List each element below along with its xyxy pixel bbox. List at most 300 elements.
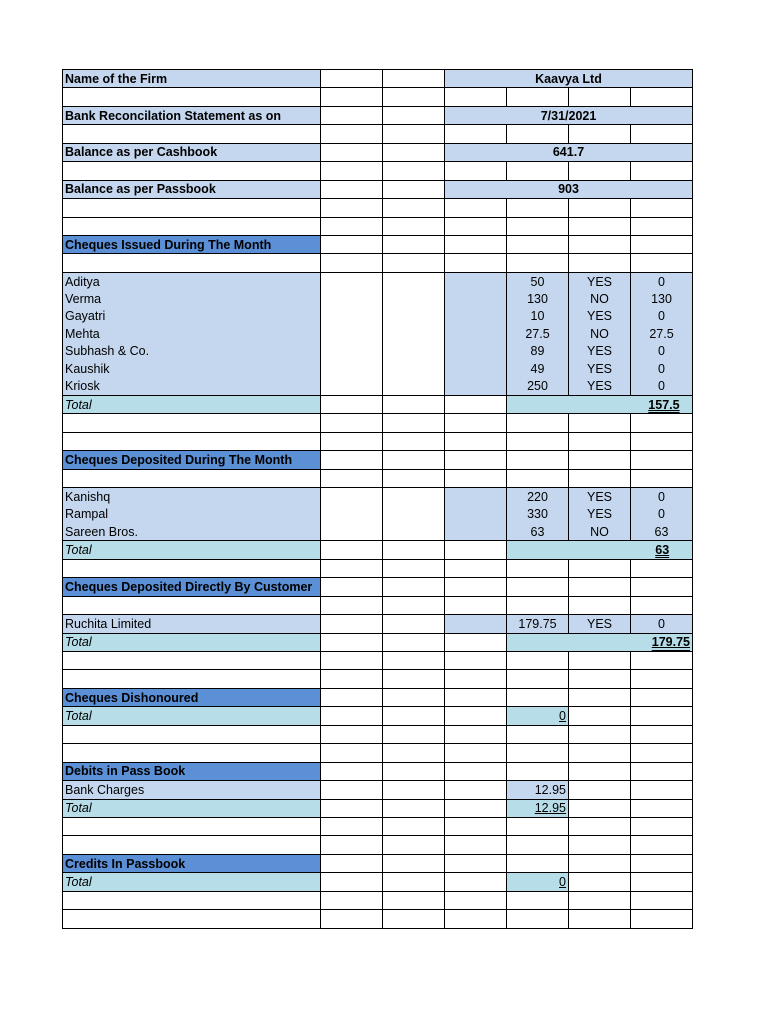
sheet-cell[interactable] xyxy=(445,254,507,272)
sheet-cell[interactable] xyxy=(321,308,383,325)
debits-amount[interactable]: 12.95 xyxy=(507,781,569,799)
sheet-cell[interactable] xyxy=(507,836,569,854)
sheet-cell[interactable] xyxy=(445,652,507,670)
sheet-cell[interactable] xyxy=(631,469,693,487)
sheet-cell[interactable] xyxy=(507,652,569,670)
sheet-cell[interactable] xyxy=(445,854,507,872)
sheet-cell[interactable] xyxy=(445,308,507,325)
direct-status[interactable]: YES xyxy=(569,615,631,633)
sheet-cell[interactable] xyxy=(507,891,569,909)
sheet-cell[interactable] xyxy=(445,762,507,780)
sheet-cell[interactable] xyxy=(321,325,383,342)
sheet-cell[interactable] xyxy=(507,541,693,559)
credits-title: Credits In Passbook xyxy=(63,854,321,872)
sheet-cell[interactable] xyxy=(321,180,383,198)
sheet-cell[interactable] xyxy=(63,162,321,180)
sheet-cell[interactable] xyxy=(569,891,631,909)
sheet-cell[interactable] xyxy=(507,217,569,235)
sheet-cell[interactable] xyxy=(383,106,445,124)
sheet-cell[interactable] xyxy=(321,199,383,217)
sheet-cell[interactable] xyxy=(445,451,507,469)
sheet-cell[interactable] xyxy=(569,125,631,143)
cashbook-value[interactable]: 641.7 xyxy=(445,143,693,161)
sheet-cell[interactable] xyxy=(569,217,631,235)
sheet-cell[interactable] xyxy=(445,707,507,725)
sheet-cell[interactable] xyxy=(321,873,383,891)
sheet-cell[interactable] xyxy=(445,290,507,307)
sheet-cell[interactable] xyxy=(321,725,383,743)
deposited-amount[interactable]: 220 xyxy=(507,488,569,506)
sheet-cell[interactable] xyxy=(631,414,693,432)
sheet-cell[interactable] xyxy=(383,432,445,450)
sheet-cell[interactable] xyxy=(383,541,445,559)
sheet-cell[interactable] xyxy=(383,469,445,487)
sheet-cell[interactable] xyxy=(507,162,569,180)
sheet-cell[interactable] xyxy=(63,559,321,577)
sheet-cell[interactable] xyxy=(445,469,507,487)
debits-total[interactable]: 12.95 xyxy=(534,801,566,816)
sheet-cell[interactable] xyxy=(569,854,631,872)
sheet-cell[interactable] xyxy=(569,725,631,743)
sheet-cell[interactable] xyxy=(383,272,445,290)
sheet-cell[interactable] xyxy=(383,488,445,506)
sheet-cell[interactable] xyxy=(445,414,507,432)
statement-date[interactable]: 7/31/2021 xyxy=(445,106,693,124)
empty-row xyxy=(63,414,693,432)
sheet-cell[interactable] xyxy=(631,891,693,909)
sheet-cell[interactable] xyxy=(321,817,383,835)
sheet-cell[interactable] xyxy=(569,652,631,670)
sheet-cell[interactable] xyxy=(63,199,321,217)
sheet-cell[interactable] xyxy=(383,180,445,198)
sheet-cell[interactable] xyxy=(63,725,321,743)
sheet-cell[interactable] xyxy=(63,469,321,487)
sheet-cell[interactable] xyxy=(383,360,445,377)
table-row xyxy=(63,488,693,506)
sheet-cell[interactable] xyxy=(631,670,693,688)
sheet-cell[interactable] xyxy=(445,633,507,651)
sheet-cell[interactable] xyxy=(507,254,569,272)
sheet-cell[interactable] xyxy=(569,762,631,780)
sheet-cell[interactable] xyxy=(631,854,693,872)
sheet-cell[interactable] xyxy=(507,125,569,143)
deposited-status[interactable]: YES xyxy=(569,488,631,506)
sheet-cell[interactable] xyxy=(445,377,507,395)
sheet-cell[interactable] xyxy=(63,88,321,106)
sheet-cell[interactable] xyxy=(445,199,507,217)
sheet-cell[interactable] xyxy=(321,88,383,106)
sheet-cell[interactable] xyxy=(63,414,321,432)
sheet-cell[interactable] xyxy=(321,670,383,688)
direct-value[interactable]: 0 xyxy=(631,615,693,633)
issued-status[interactable]: YES xyxy=(569,343,631,360)
sheet-cell[interactable] xyxy=(631,559,693,577)
sheet-cell[interactable] xyxy=(383,559,445,577)
sheet-cell[interactable] xyxy=(321,469,383,487)
sheet-cell[interactable] xyxy=(445,578,507,596)
sheet-cell[interactable] xyxy=(507,873,569,891)
sheet-cell[interactable] xyxy=(383,707,445,725)
sheet-cell[interactable] xyxy=(383,744,445,762)
sheet-cell[interactable] xyxy=(383,817,445,835)
sheet-cell[interactable] xyxy=(321,652,383,670)
sheet-cell[interactable] xyxy=(569,707,631,725)
sheet-cell[interactable] xyxy=(507,670,569,688)
sheet-cell[interactable] xyxy=(321,217,383,235)
sheet-cell[interactable] xyxy=(569,235,631,253)
sheet-cell[interactable] xyxy=(383,652,445,670)
sheet-cell[interactable] xyxy=(569,873,631,891)
sheet-cell[interactable] xyxy=(383,725,445,743)
sheet-cell[interactable] xyxy=(445,670,507,688)
sheet-cell[interactable] xyxy=(321,910,383,928)
sheet-cell[interactable] xyxy=(569,559,631,577)
sheet-cell[interactable] xyxy=(569,817,631,835)
sheet-cell[interactable] xyxy=(445,781,507,799)
sheet-cell[interactable] xyxy=(383,308,445,325)
sheet-cell[interactable] xyxy=(445,432,507,450)
sheet-cell[interactable] xyxy=(321,541,383,559)
sheet-cell[interactable] xyxy=(445,910,507,928)
sheet-cell[interactable] xyxy=(445,395,507,413)
sheet-cell[interactable] xyxy=(383,891,445,909)
sheet-cell[interactable] xyxy=(631,217,693,235)
sheet-cell[interactable] xyxy=(383,88,445,106)
sheet-cell[interactable] xyxy=(631,432,693,450)
sheet-cell[interactable] xyxy=(631,817,693,835)
empty-row xyxy=(63,744,693,762)
sheet-cell[interactable] xyxy=(507,235,569,253)
issued-value[interactable]: 0 xyxy=(631,272,693,290)
table-row xyxy=(63,290,693,307)
dishonoured-total[interactable]: 0 xyxy=(559,709,566,724)
sheet-cell[interactable] xyxy=(569,836,631,854)
sheet-cell[interactable] xyxy=(445,343,507,360)
sheet-cell[interactable] xyxy=(631,199,693,217)
sheet-cell[interactable] xyxy=(507,817,569,835)
sheet-cell[interactable] xyxy=(383,395,445,413)
sheet-cell[interactable] xyxy=(383,290,445,307)
sheet-cell[interactable] xyxy=(383,414,445,432)
sheet-cell[interactable] xyxy=(569,688,631,706)
issued-amount[interactable]: 27.5 xyxy=(507,325,569,342)
issued-status[interactable]: NO xyxy=(569,325,631,342)
sheet-cell[interactable] xyxy=(63,670,321,688)
sheet-cell[interactable] xyxy=(507,88,569,106)
sheet-cell[interactable] xyxy=(383,162,445,180)
deposited-value[interactable]: 0 xyxy=(631,488,693,506)
sheet-cell[interactable] xyxy=(507,199,569,217)
sheet-cell[interactable] xyxy=(383,451,445,469)
sheet-cell[interactable] xyxy=(445,615,507,633)
sheet-cell[interactable] xyxy=(63,254,321,272)
issued-value[interactable]: 130 xyxy=(631,290,693,307)
sheet-cell[interactable] xyxy=(321,762,383,780)
sheet-cell[interactable] xyxy=(321,254,383,272)
deposited-status[interactable]: NO xyxy=(569,523,631,541)
sheet-cell[interactable] xyxy=(321,615,383,633)
deposited-total[interactable]: 63 xyxy=(655,543,670,558)
passbook-value[interactable]: 903 xyxy=(445,180,693,198)
sheet-cell[interactable] xyxy=(63,910,321,928)
sheet-cell[interactable] xyxy=(321,781,383,799)
sheet-cell[interactable] xyxy=(507,744,569,762)
sheet-cell[interactable] xyxy=(631,873,693,891)
sheet-cell[interactable] xyxy=(569,596,631,614)
sheet-cell[interactable] xyxy=(383,873,445,891)
sheet-cell[interactable] xyxy=(507,432,569,450)
sheet-cell[interactable] xyxy=(321,125,383,143)
sheet-cell[interactable] xyxy=(507,451,569,469)
sheet-cell[interactable] xyxy=(321,633,383,651)
sheet-cell[interactable] xyxy=(507,596,569,614)
sheet-cell[interactable] xyxy=(321,799,383,817)
sheet-cell[interactable] xyxy=(383,762,445,780)
sheet-cell[interactable] xyxy=(507,854,569,872)
issued-amount[interactable]: 89 xyxy=(507,343,569,360)
sheet-cell[interactable] xyxy=(383,781,445,799)
sheet-cell[interactable] xyxy=(321,290,383,307)
sheet-cell[interactable] xyxy=(445,506,507,523)
sheet-cell[interactable] xyxy=(445,272,507,290)
sheet-cell[interactable] xyxy=(383,325,445,342)
issued-value[interactable]: 0 xyxy=(631,377,693,395)
credits-total[interactable]: 0 xyxy=(559,874,566,889)
sheet-cell[interactable] xyxy=(569,254,631,272)
sheet-cell[interactable] xyxy=(383,578,445,596)
issued-status[interactable]: YES xyxy=(569,308,631,325)
sheet-cell[interactable] xyxy=(321,360,383,377)
sheet-cell[interactable] xyxy=(383,217,445,235)
direct-amount[interactable]: 179.75 xyxy=(507,615,569,633)
sheet-cell[interactable] xyxy=(445,744,507,762)
issued-amount[interactable]: 130 xyxy=(507,290,569,307)
sheet-cell[interactable] xyxy=(63,836,321,854)
sheet-cell[interactable] xyxy=(321,707,383,725)
sheet-cell[interactable] xyxy=(321,596,383,614)
sheet-cell[interactable] xyxy=(569,781,631,799)
sheet-cell[interactable] xyxy=(321,744,383,762)
sheet-cell[interactable] xyxy=(445,125,507,143)
issued-value[interactable]: 0 xyxy=(631,343,693,360)
sheet-cell[interactable] xyxy=(383,688,445,706)
sheet-cell[interactable] xyxy=(321,836,383,854)
sheet-cell[interactable] xyxy=(321,143,383,161)
sheet-cell[interactable] xyxy=(63,652,321,670)
sheet-cell[interactable] xyxy=(383,615,445,633)
sheet-cell[interactable] xyxy=(445,559,507,577)
firm-value[interactable]: Kaavya Ltd xyxy=(445,70,693,88)
sheet-cell[interactable] xyxy=(631,125,693,143)
sheet-cell[interactable] xyxy=(63,744,321,762)
sheet-cell[interactable] xyxy=(507,395,693,413)
sheet-cell[interactable] xyxy=(383,377,445,395)
sheet-cell[interactable] xyxy=(631,652,693,670)
sheet-cell[interactable] xyxy=(445,88,507,106)
deposited-value[interactable]: 0 xyxy=(631,506,693,523)
sheet-cell[interactable] xyxy=(631,781,693,799)
sheet-cell[interactable] xyxy=(507,633,693,651)
sheet-cell[interactable] xyxy=(569,910,631,928)
sheet-cell[interactable] xyxy=(445,873,507,891)
deposited-value[interactable]: 63 xyxy=(631,523,693,541)
sheet-cell[interactable] xyxy=(63,125,321,143)
sheet-cell[interactable] xyxy=(631,162,693,180)
sheet-cell[interactable] xyxy=(445,891,507,909)
sheet-cell[interactable] xyxy=(631,688,693,706)
sheet-cell[interactable] xyxy=(383,143,445,161)
table-row xyxy=(63,360,693,377)
sheet-cell[interactable] xyxy=(631,910,693,928)
sheet-cell[interactable] xyxy=(63,432,321,450)
sheet-cell[interactable] xyxy=(321,272,383,290)
sheet-cell[interactable] xyxy=(321,688,383,706)
sheet-cell[interactable] xyxy=(383,199,445,217)
deposited-amount[interactable]: 330 xyxy=(507,506,569,523)
sheet-cell[interactable] xyxy=(383,799,445,817)
sheet-cell[interactable] xyxy=(569,469,631,487)
sheet-cell[interactable] xyxy=(445,488,507,506)
sheet-cell[interactable] xyxy=(569,744,631,762)
sheet-cell[interactable] xyxy=(569,670,631,688)
sheet-cell[interactable] xyxy=(383,854,445,872)
sheet-cell[interactable] xyxy=(321,343,383,360)
issued-status[interactable]: YES xyxy=(569,377,631,395)
sheet-cell[interactable] xyxy=(631,707,693,725)
sheet-cell[interactable] xyxy=(569,799,631,817)
sheet-cell[interactable] xyxy=(321,235,383,253)
sheet-cell[interactable] xyxy=(631,762,693,780)
cashbook-row xyxy=(63,143,693,161)
sheet-cell[interactable] xyxy=(383,596,445,614)
table-row xyxy=(63,377,693,395)
issued-amount[interactable]: 49 xyxy=(507,360,569,377)
sheet-cell[interactable] xyxy=(631,254,693,272)
sheet-cell[interactable] xyxy=(631,578,693,596)
deposited-status[interactable]: YES xyxy=(569,506,631,523)
sheet-cell[interactable] xyxy=(631,744,693,762)
sheet-cell[interactable] xyxy=(321,377,383,395)
sheet-cell[interactable] xyxy=(63,817,321,835)
sheet-cell[interactable] xyxy=(321,488,383,506)
sheet-cell[interactable] xyxy=(321,891,383,909)
sheet-cell[interactable] xyxy=(507,707,569,725)
issued-status[interactable]: YES xyxy=(569,272,631,290)
sheet-cell[interactable] xyxy=(445,360,507,377)
sheet-cell[interactable] xyxy=(445,688,507,706)
sheet-cell[interactable] xyxy=(631,725,693,743)
sheet-cell[interactable] xyxy=(383,506,445,523)
issued-value[interactable]: 0 xyxy=(631,308,693,325)
sheet-cell[interactable] xyxy=(507,559,569,577)
sheet-cell[interactable] xyxy=(383,254,445,272)
sheet-cell[interactable] xyxy=(631,235,693,253)
issued-total[interactable]: 157.5 xyxy=(648,397,680,412)
issued-amount[interactable]: 10 xyxy=(507,308,569,325)
sheet-cell[interactable] xyxy=(383,910,445,928)
sheet-cell[interactable] xyxy=(321,578,383,596)
total-row-deposited xyxy=(63,541,693,559)
sheet-cell[interactable] xyxy=(321,523,383,541)
sheet-cell[interactable] xyxy=(321,106,383,124)
sheet-cell[interactable] xyxy=(631,451,693,469)
deposited-amount[interactable]: 63 xyxy=(507,523,569,541)
issued-name: Aditya xyxy=(63,272,321,290)
sheet-cell[interactable] xyxy=(445,523,507,541)
issued-amount[interactable]: 250 xyxy=(507,377,569,395)
deposited-name: Kanishq xyxy=(63,488,321,506)
sheet-cell[interactable] xyxy=(321,162,383,180)
sheet-cell[interactable] xyxy=(63,217,321,235)
sheet-cell[interactable] xyxy=(507,799,569,817)
sheet-cell[interactable] xyxy=(383,343,445,360)
sheet-cell[interactable] xyxy=(383,523,445,541)
sheet-cell[interactable] xyxy=(321,559,383,577)
table-row xyxy=(63,343,693,360)
sheet-cell[interactable] xyxy=(507,910,569,928)
sheet-cell[interactable] xyxy=(63,891,321,909)
sheet-cell[interactable] xyxy=(507,762,569,780)
sheet-cell[interactable] xyxy=(507,469,569,487)
sheet-cell[interactable] xyxy=(507,725,569,743)
sheet-cell[interactable] xyxy=(383,836,445,854)
issued-status[interactable]: YES xyxy=(569,360,631,377)
sheet-cell[interactable] xyxy=(507,688,569,706)
sheet-cell[interactable] xyxy=(383,125,445,143)
empty-row xyxy=(63,652,693,670)
issued-amount[interactable]: 50 xyxy=(507,272,569,290)
sheet-cell[interactable] xyxy=(321,414,383,432)
sheet-cell[interactable] xyxy=(445,725,507,743)
sheet-cell[interactable] xyxy=(445,217,507,235)
sheet-cell[interactable] xyxy=(569,451,631,469)
sheet-cell[interactable] xyxy=(569,199,631,217)
direct-total[interactable]: 179.75 xyxy=(651,635,690,650)
sheet-cell[interactable] xyxy=(445,596,507,614)
sheet-cell[interactable] xyxy=(507,414,569,432)
sheet-cell[interactable] xyxy=(569,88,631,106)
sheet-cell[interactable] xyxy=(569,162,631,180)
sheet-cell[interactable] xyxy=(445,541,507,559)
issued-value[interactable]: 0 xyxy=(631,360,693,377)
sheet-cell[interactable] xyxy=(631,799,693,817)
sheet-cell[interactable] xyxy=(383,670,445,688)
sheet-cell[interactable] xyxy=(569,414,631,432)
sheet-cell[interactable] xyxy=(383,633,445,651)
sheet-cell[interactable] xyxy=(63,596,321,614)
sheet-cell[interactable] xyxy=(321,432,383,450)
sheet-cell[interactable] xyxy=(569,578,631,596)
sheet-cell[interactable] xyxy=(631,596,693,614)
sheet-cell[interactable] xyxy=(507,578,569,596)
sheet-cell[interactable] xyxy=(445,162,507,180)
sheet-cell[interactable] xyxy=(631,88,693,106)
sheet-cell[interactable] xyxy=(321,395,383,413)
sheet-cell[interactable] xyxy=(321,854,383,872)
sheet-cell[interactable] xyxy=(321,506,383,523)
sheet-cell[interactable] xyxy=(631,836,693,854)
sheet-cell[interactable] xyxy=(445,817,507,835)
issued-value[interactable]: 27.5 xyxy=(631,325,693,342)
sheet-cell[interactable] xyxy=(445,325,507,342)
sheet-cell[interactable] xyxy=(383,235,445,253)
sheet-cell[interactable] xyxy=(445,235,507,253)
issued-status[interactable]: NO xyxy=(569,290,631,307)
sheet-cell[interactable] xyxy=(445,799,507,817)
sheet-cell[interactable] xyxy=(321,451,383,469)
sheet-cell[interactable] xyxy=(569,432,631,450)
sheet-cell[interactable] xyxy=(445,836,507,854)
